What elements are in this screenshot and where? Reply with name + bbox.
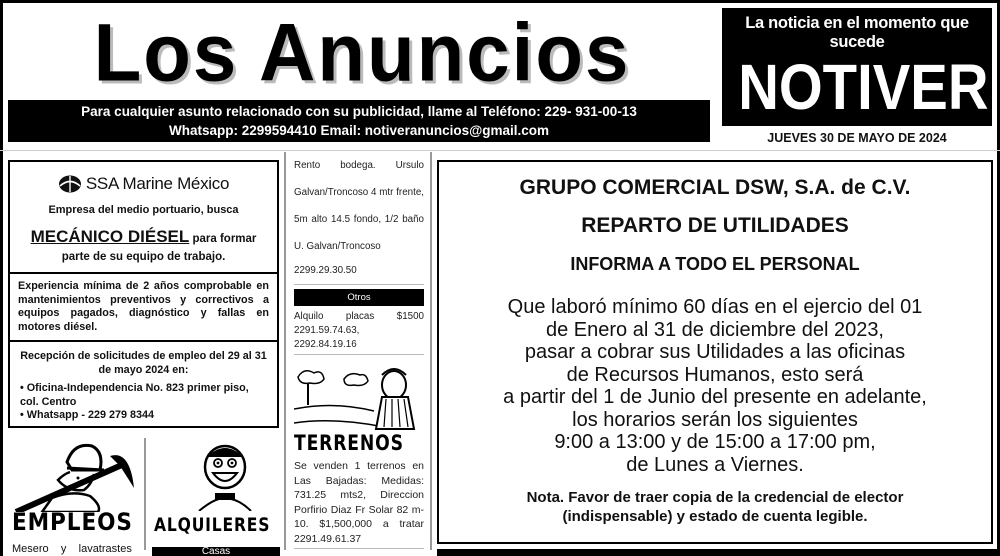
bottom-rule [437,549,1000,556]
classifieds-column [294,152,424,553]
classified-bodega: Rento bodega. Ursulo Galvan/Troncoso 4 mtr frente, 5m alto 14.5 fondo, 1/2 baño U. Galvan/Troncoso [294,160,424,252]
contact-bar [8,100,710,142]
ssa-seeking-text: Empresa del medio portuario, busca [48,204,239,216]
classified-bodega-phone: 2299.29.30.50 [294,265,357,276]
notice-line: de Recursos Humanos, esto será [566,363,864,386]
column-divider [144,438,146,550]
notice-line: de Enero al 31 de diciembre del 2023, [545,318,884,341]
empleos-label: EMPLEOS [12,508,133,536]
ssa-position-title: MECÁNICO DIÉSEL [30,227,190,246]
ssa-marine-logo-icon [58,175,82,193]
newspaper-section-title: Los Anuncios [93,5,631,99]
ssa-ad-header [10,162,277,274]
terrenos-label: TERRENOS [294,431,404,455]
note-line: Nota. Favor de traer copia de la credencial de elector [526,489,904,506]
ssa-requirements: Experiencia mínima de 2 años comprobable en mantenimientos preventivos y correctivos a equipos pagados, diagnóstico y fallas en motores diésel. [10,274,277,342]
miner-with-pickaxe-icon [12,440,137,512]
ssa-contact-item: • Whatsapp - 229 279 8344 [20,409,267,423]
ssa-contact-item: • Oficina-Independencia No. 823 primer piso, col. Centro [20,382,267,409]
classified-separator [294,284,424,285]
contact-email-line: Whatsapp: 2299594410 Email: notiveranuncios@gmail.com [168,123,550,138]
notice-body [439,296,991,476]
issue-date: JUEVES 30 DE MAYO DE 2024 [767,131,947,145]
notice-subject: REPARTO DE UTILIDADES [581,214,849,237]
ssa-reception-info [10,342,277,423]
notiver-name: NOTIVER [738,51,989,123]
ssa-logo-text: SSA Marine México [85,174,230,193]
notice-line: Que laboró mínimo 60 días en el ejercio del 01 [507,296,923,318]
column-divider [284,152,286,550]
contact-phone-line: Para cualquier asunto relacionado con su publicidad, llame al Teléfono: 229- 931-00-13 [81,104,637,119]
otros-section-bar: Otros [294,289,424,306]
notice-note [439,488,991,526]
company-name: GRUPO COMERCIAL DSW, S.A. de C.V. [519,176,911,199]
alquileres-label: ALQUILERES [154,514,271,536]
notice-line: los horarios serán los siguientes [572,408,858,431]
notiver-logo-box [722,8,992,126]
ssa-position-suffix: para formar [189,233,257,245]
ssa-reception-text: Recepción de solicitudes de empleo del 29 al 31 de mayo 2024 en: [20,350,267,376]
notice-line: a partir del 1 de Junio del presente en adelante, [503,386,927,408]
landscape-with-man-icon [294,365,422,435]
empleos-snippet: Mesero y lavatrastes [12,543,132,555]
note-line: (indispensable) y estado de cuenta legible. [562,508,868,525]
notice-line: pasar a cobrar sus Utilidades a las oficinas [524,341,906,363]
classified-separator [294,354,424,355]
masthead-divider [0,150,1000,151]
ssa-logo [10,162,277,194]
classified-separator [294,548,424,549]
ssa-position [10,228,277,266]
ssa-job-ad [8,160,279,428]
classified-placas: Alquilo placas $1500 2291.59.74.63, 2292.84.19.16 [294,311,424,350]
ssa-position-line2: parte de su equipo de trabajo. [61,251,226,263]
notiver-tagline: La noticia en el momento que sucede [745,14,969,51]
smiling-man-icon [195,443,255,511]
notice-line: 9:00 a 13:00 y de 15:00 a 17:00 pm, [554,431,876,453]
ssa-contact-list [20,382,267,423]
utilidades-notice [437,160,993,544]
notice-line: de Lunes a Viernes. [626,453,804,476]
casas-section-bar: Casas [152,547,280,556]
notice-audience: INFORMA A TODO EL PERSONAL [570,254,860,274]
classified-terrenos: Se venden 1 terrenos en Las Bajadas: Medidas: 731.25 mts2, Direccion Porfirio Diaz Fr Solar 82 m-10. $1,500,000 a tratar 2291.49.61.37 [294,460,424,545]
column-divider [430,152,432,550]
